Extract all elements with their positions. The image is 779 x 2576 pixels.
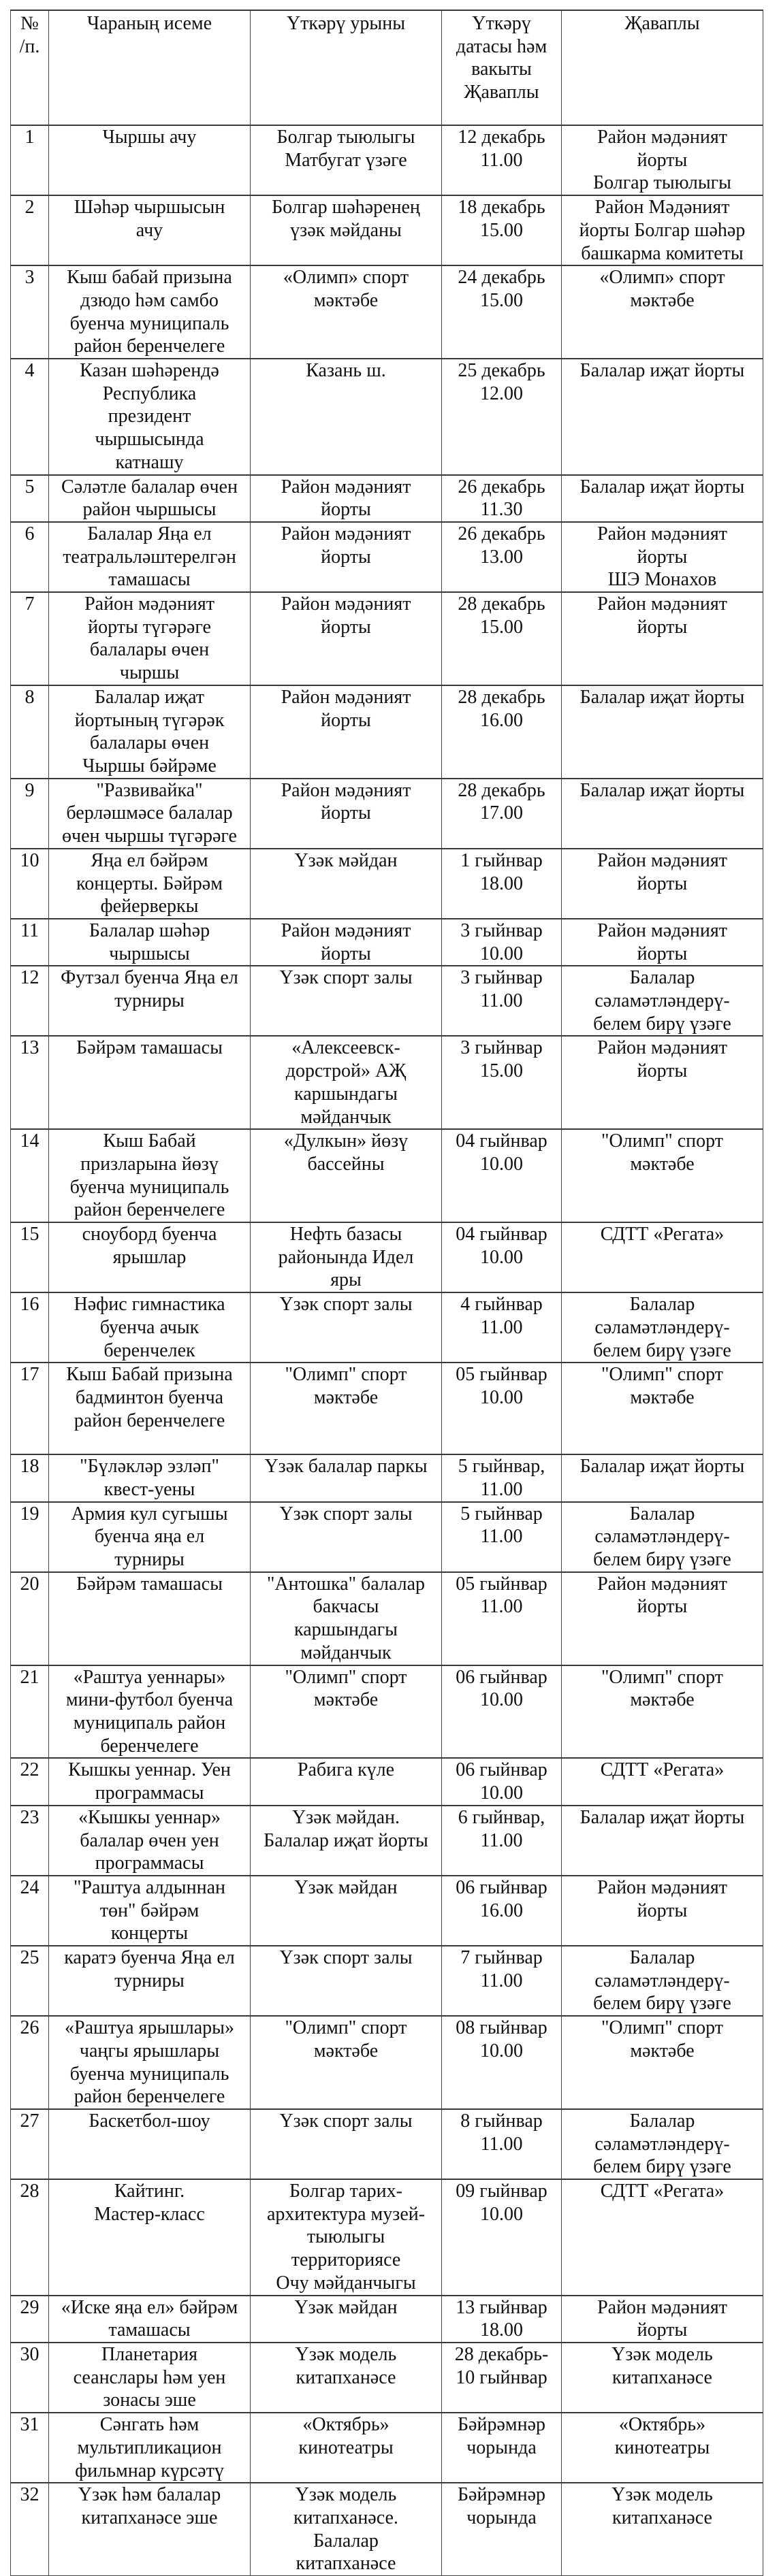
cell-event-name: каратэ буенча Яңа ел турниры	[49, 1946, 251, 2016]
cell-event-name: Кайтинг. Мастер-класс	[49, 2179, 251, 2296]
table-row	[11, 2296, 763, 2343]
cell-responsible	[562, 685, 763, 779]
table-row	[11, 125, 763, 195]
header-responsible: Җаваплы	[562, 10, 763, 125]
cell-responsible: Балалар сәламәтләндерү- белем бирү үзәге	[562, 966, 763, 1036]
cell-date-time: 24 декабрь 15.00	[442, 265, 562, 359]
header-event-name: Чараның исеме	[49, 10, 251, 125]
cell-event-name: «Раштуа ярышлары» чаңгы ярышлары буенча муниципаль район беренчелеге	[49, 2016, 251, 2109]
cell-event-name: Футзал буенча Яңа ел турниры	[49, 966, 251, 1036]
cell-number: 13	[11, 1036, 49, 1129]
table-body	[11, 125, 763, 2576]
table-row	[11, 919, 763, 966]
table-row	[11, 2016, 763, 2109]
cell-responsible: Балалар сәламәтләндерү- белем бирү үзәге	[562, 2109, 763, 2179]
table-row	[11, 1363, 763, 1454]
cell-venue: Үзәк мәйдан. Балалар иҗат йорты	[251, 1806, 442, 1876]
table-row	[11, 1758, 763, 1805]
cell-venue: Үзәк балалар паркы	[251, 1454, 442, 1501]
cell-event-name: Район мәдәният йорты түгәрәге балалары өчен чыршы	[49, 592, 251, 685]
cell-venue: «Дулкын» йөзү бассейны	[251, 1129, 442, 1222]
cell-venue: Үзәк спорт залы	[251, 1502, 442, 1572]
cell-date-time: 18 декабрь 15.00	[442, 195, 562, 265]
cell-venue: Үзәк мәйдан	[251, 849, 442, 919]
cell-date-time: 05 гыйнвар 10.00	[442, 1363, 562, 1454]
cell-venue: "Олимп" спорт мәктәбе	[251, 2016, 442, 2109]
cell-venue: Үзәк спорт залы	[251, 966, 442, 1036]
cell-date-time: 1 гыйнвар 18.00	[442, 849, 562, 919]
table-row	[11, 1222, 763, 1292]
cell-responsible: Район мәдәният йорты	[562, 1036, 763, 1129]
events-schedule-table	[10, 10, 763, 2576]
cell-event-name: Шәһәр чыршысын ачу	[49, 195, 251, 265]
cell-number: 1	[11, 125, 49, 195]
cell-event-name: Нәфис гимнастика буенча ачык беренчелек	[49, 1292, 251, 1363]
cell-number: 7	[11, 592, 49, 685]
cell-event-name: Үзәк һәм балалар китапханәсе эше	[49, 2483, 251, 2575]
cell-event-name: Яңа ел бәйрәм концерты. Бәйрәм фейерверкы	[49, 849, 251, 919]
cell-responsible: Район мәдәният йорты	[562, 1572, 763, 1665]
cell-date-time: 26 декабрь 13.00	[442, 522, 562, 592]
cell-event-name: сноуборд буенча ярышлар	[49, 1222, 251, 1292]
cell-number: 22	[11, 1758, 49, 1805]
cell-event-name: Балалар Яңа ел театральләштерелгән тамашасы	[49, 522, 251, 592]
cell-responsible: Район мәдәният йорты	[562, 1876, 763, 1946]
cell-event-name: Казан шәһәрендә Республика президент чыршысында катнашу	[49, 359, 251, 475]
cell-date-time: 28 декабрь 17.00	[442, 779, 562, 849]
cell-responsible: "Олимп" спорт мәктәбе	[562, 1665, 763, 1759]
cell-number: 31	[11, 2413, 49, 2483]
cell-date-time: 05 гыйнвар 11.00	[442, 1572, 562, 1665]
table-row	[11, 522, 763, 592]
cell-date-time: 28 декабрь 16.00	[442, 685, 562, 779]
cell-number: 16	[11, 1292, 49, 1363]
table-row	[11, 1129, 763, 1222]
cell-event-name: Кыш бабай призына дзюдо һәм самбо буенча муниципаль район беренчелеге	[49, 265, 251, 359]
cell-event-name: «Раштуа уеннары» мини-футбол буенча муниципаль район беренчелеге	[49, 1665, 251, 1759]
cell-venue: Үзәк мәйдан	[251, 2296, 442, 2343]
cell-responsible: Үзәк модель китапханәсе	[562, 2483, 763, 2575]
highlighted-text: Балалар иҗат йорты	[579, 686, 745, 708]
cell-number: 20	[11, 1572, 49, 1665]
cell-number: 27	[11, 2109, 49, 2179]
table-row	[11, 1876, 763, 1946]
cell-date-time: 3 гыйнвар 15.00	[442, 1036, 562, 1129]
cell-date-time: Бәйрәмнәр чорында	[442, 2483, 562, 2575]
cell-number: 12	[11, 966, 49, 1036]
cell-number: 32	[11, 2483, 49, 2575]
cell-venue: Район мәдәният йорты	[251, 475, 442, 522]
cell-venue: Рабига күле	[251, 1758, 442, 1805]
cell-number: 3	[11, 265, 49, 359]
cell-venue: Нефть базасы районында Идел яры	[251, 1222, 442, 1292]
cell-date-time: 25 декабрь 12.00	[442, 359, 562, 475]
table-row	[11, 685, 763, 779]
cell-venue: Үзәк модель китапханәсе. Балалар китапханәсе	[251, 2483, 442, 2575]
cell-date-time: 4 гыйнвар 11.00	[442, 1292, 562, 1363]
cell-responsible: СДТТ «Регата»	[562, 2179, 763, 2296]
cell-responsible: «Октябрь» кинотеатры	[562, 2413, 763, 2483]
cell-date-time: 09 гыйнвар 10.00	[442, 2179, 562, 2296]
cell-venue: Район мәдәният йорты	[251, 685, 442, 779]
cell-event-name: Планетария сеанслары һәм уен зонасы эше	[49, 2343, 251, 2413]
cell-date-time: 5 гыйнвар, 11.00	[442, 1454, 562, 1501]
cell-number: 25	[11, 1946, 49, 2016]
cell-event-name: "Развивайка" берләшмәсе балалар өчен чыршы түгәрәге	[49, 779, 251, 849]
cell-date-time: 28 декабрь 15.00	[442, 592, 562, 685]
cell-venue: Болгар тарих- архитектура музей- тыюлыгы территориясе Очу мәйданчыгы	[251, 2179, 442, 2296]
table-row	[11, 2109, 763, 2179]
cell-event-name: "Бүләкләр эзләп" квест-уены	[49, 1454, 251, 1501]
cell-venue: Район мәдәният йорты	[251, 919, 442, 966]
cell-date-time: 04 гыйнвар 10.00	[442, 1222, 562, 1292]
cell-responsible: Үзәк модель китапханәсе	[562, 2343, 763, 2413]
cell-responsible: Район Мәдәният йорты Болгар шәһәр башкарма комитеты	[562, 195, 763, 265]
cell-venue: "Олимп" спорт мәктәбе	[251, 1363, 442, 1454]
cell-venue: Болгар шәһәренең үзәк мәйданы	[251, 195, 442, 265]
table-row	[11, 1572, 763, 1665]
cell-event-name: Армия кул сугышы буенча яңа ел турниры	[49, 1502, 251, 1572]
table-row	[11, 1036, 763, 1129]
cell-date-time: 8 гыйнвар 11.00	[442, 2109, 562, 2179]
cell-venue: Казань ш.	[251, 359, 442, 475]
cell-responsible: Балалар сәламәтләндерү- белем бирү үзәге	[562, 1292, 763, 1363]
cell-responsible: СДТТ «Регата»	[562, 1758, 763, 1805]
cell-number: 9	[11, 779, 49, 849]
cell-venue: Үзәк модель китапханәсе	[251, 2343, 442, 2413]
table-row	[11, 966, 763, 1036]
cell-number: 30	[11, 2343, 49, 2413]
cell-number: 10	[11, 849, 49, 919]
table-row	[11, 849, 763, 919]
cell-responsible: "Олимп" спорт мәктәбе	[562, 1363, 763, 1454]
cell-event-name: Кыш Бабай призларына йөзү буенча муниципаль район беренчелеге	[49, 1129, 251, 1222]
cell-venue: «Октябрь» кинотеатры	[251, 2413, 442, 2483]
table-row	[11, 359, 763, 475]
table-row	[11, 1502, 763, 1572]
table-row	[11, 475, 763, 522]
cell-responsible: "Олимп" спорт мәктәбе	[562, 1129, 763, 1222]
cell-date-time: 06 гыйнвар 10.00	[442, 1758, 562, 1805]
table-row	[11, 2343, 763, 2413]
cell-date-time: 06 гыйнвар 10.00	[442, 1665, 562, 1759]
table-row	[11, 592, 763, 685]
table-row	[11, 779, 763, 849]
table-row	[11, 1946, 763, 2016]
cell-event-name: Сәнгать һәм мультипликацион фильмнар күрсәтү	[49, 2413, 251, 2483]
cell-responsible: "Олимп" спорт мәктәбе	[562, 2016, 763, 2109]
table-row	[11, 2179, 763, 2296]
cell-event-name: "Раштуа алдыннан төн" бәйрәм концерты	[49, 1876, 251, 1946]
cell-date-time: 28 декабрь- 10 гыйнвар	[442, 2343, 562, 2413]
cell-number: 26	[11, 2016, 49, 2109]
cell-responsible: Район мәдәният йорты	[562, 2296, 763, 2343]
cell-responsible: Район мәдәният йорты ШЭ Монахов	[562, 522, 763, 592]
table-row	[11, 1292, 763, 1363]
cell-venue: "Олимп" спорт мәктәбе	[251, 1665, 442, 1759]
cell-event-name: Балалар шәһәр чыршысы	[49, 919, 251, 966]
cell-responsible: Район мәдәният йорты	[562, 849, 763, 919]
cell-number: 23	[11, 1806, 49, 1876]
cell-responsible: Район мәдәният йорты	[562, 592, 763, 685]
cell-date-time: 26 декабрь 11.30	[442, 475, 562, 522]
cell-number: 2	[11, 195, 49, 265]
header-venue: Үткәрү урыны	[251, 10, 442, 125]
cell-responsible: Район мәдәният йорты Болгар тыюлыгы	[562, 125, 763, 195]
cell-venue: Үзәк спорт залы	[251, 1946, 442, 2016]
cell-responsible: СДТТ «Регата»	[562, 1222, 763, 1292]
cell-number: 5	[11, 475, 49, 522]
cell-number: 11	[11, 919, 49, 966]
cell-responsible: Балалар сәламәтләндерү- белем бирү үзәге	[562, 1502, 763, 1572]
cell-number: 14	[11, 1129, 49, 1222]
cell-date-time: 3 гыйнвар 11.00	[442, 966, 562, 1036]
table-row	[11, 1665, 763, 1759]
cell-date-time: 3 гыйнвар 10.00	[442, 919, 562, 966]
cell-date-time: 08 гыйнвар 10.00	[442, 2016, 562, 2109]
cell-responsible: Балалар иҗат йорты	[562, 359, 763, 475]
cell-event-name: Чыршы ачу	[49, 125, 251, 195]
cell-number: 24	[11, 1876, 49, 1946]
cell-date-time: 12 декабрь 11.00	[442, 125, 562, 195]
table-row	[11, 2413, 763, 2483]
cell-date-time: 5 гыйнвар 11.00	[442, 1502, 562, 1572]
cell-event-name: Кыш Бабай призына бадминтон буенча район беренчелеге	[49, 1363, 251, 1454]
table-row	[11, 265, 763, 359]
table-row	[11, 195, 763, 265]
cell-number: 18	[11, 1454, 49, 1501]
cell-number: 28	[11, 2179, 49, 2296]
table-row	[11, 1454, 763, 1501]
table-header-row	[11, 10, 763, 125]
cell-venue: Үзәк мәйдан	[251, 1876, 442, 1946]
cell-venue: "Антошка" балалар бакчасы каршындагы мәйданчык	[251, 1572, 442, 1665]
cell-number: 17	[11, 1363, 49, 1454]
cell-number: 6	[11, 522, 49, 592]
cell-event-name: Балалар иҗат йортының түгәрәк балалары өчен Чыршы бәйрәме	[49, 685, 251, 779]
cell-number: 21	[11, 1665, 49, 1759]
cell-venue: Үзәк спорт залы	[251, 2109, 442, 2179]
cell-responsible: Балалар иҗат йорты	[562, 475, 763, 522]
cell-date-time: 13 гыйнвар 18.00	[442, 2296, 562, 2343]
cell-venue: «Олимп» спорт мәктәбе	[251, 265, 442, 359]
cell-venue: Район мәдәният йорты	[251, 779, 442, 849]
cell-responsible: Балалар иҗат йорты	[562, 1806, 763, 1876]
cell-number: 29	[11, 2296, 49, 2343]
cell-responsible: Район мәдәният йорты	[562, 919, 763, 966]
cell-number: 4	[11, 359, 49, 475]
cell-number: 15	[11, 1222, 49, 1292]
table-row	[11, 2483, 763, 2575]
cell-venue: Район мәдәният йорты	[251, 592, 442, 685]
cell-date-time: 6 гыйнвар, 11.00	[442, 1806, 562, 1876]
cell-number: 19	[11, 1502, 49, 1572]
cell-event-name: «Иске яңа ел» бәйрәм тамашасы	[49, 2296, 251, 2343]
cell-event-name: Баскетбол-шоу	[49, 2109, 251, 2179]
cell-event-name: Кышкы уеннар. Уен программасы	[49, 1758, 251, 1805]
cell-date-time: 04 гыйнвар 10.00	[442, 1129, 562, 1222]
cell-venue: Үзәк спорт залы	[251, 1292, 442, 1363]
cell-date-time: 06 гыйнвар 16.00	[442, 1876, 562, 1946]
cell-venue: «Алексеевск- дорстрой» АҖ каршындагы мәйданчык	[251, 1036, 442, 1129]
cell-event-name: Бәйрәм тамашасы	[49, 1036, 251, 1129]
cell-responsible	[562, 779, 763, 849]
cell-venue: Болгар тыюлыгы Матбугат үзәге	[251, 125, 442, 195]
cell-responsible: «Олимп» спорт мәктәбе	[562, 265, 763, 359]
cell-event-name: Сәләтле балалар өчен район чыршысы	[49, 475, 251, 522]
cell-date-time: 7 гыйнвар 11.00	[442, 1946, 562, 2016]
header-number: № /п.	[11, 10, 49, 125]
cell-responsible: Балалар иҗат йорты	[562, 1454, 763, 1501]
cell-responsible: Балалар сәламәтләндерү- белем бирү үзәге	[562, 1946, 763, 2016]
cell-number: 8	[11, 685, 49, 779]
cell-venue: Район мәдәният йорты	[251, 522, 442, 592]
table-row	[11, 1806, 763, 1876]
cell-event-name: «Кышкы уеннар» балалар өчен уен программасы	[49, 1806, 251, 1876]
highlighted-text: Балалар иҗат йорты	[579, 779, 745, 801]
header-date-time: Үткәрү датасы һәм вакыты Җаваплы	[442, 10, 562, 125]
cell-date-time: Бәйрәмнәр чорында	[442, 2413, 562, 2483]
cell-event-name: Бәйрәм тамашасы	[49, 1572, 251, 1665]
